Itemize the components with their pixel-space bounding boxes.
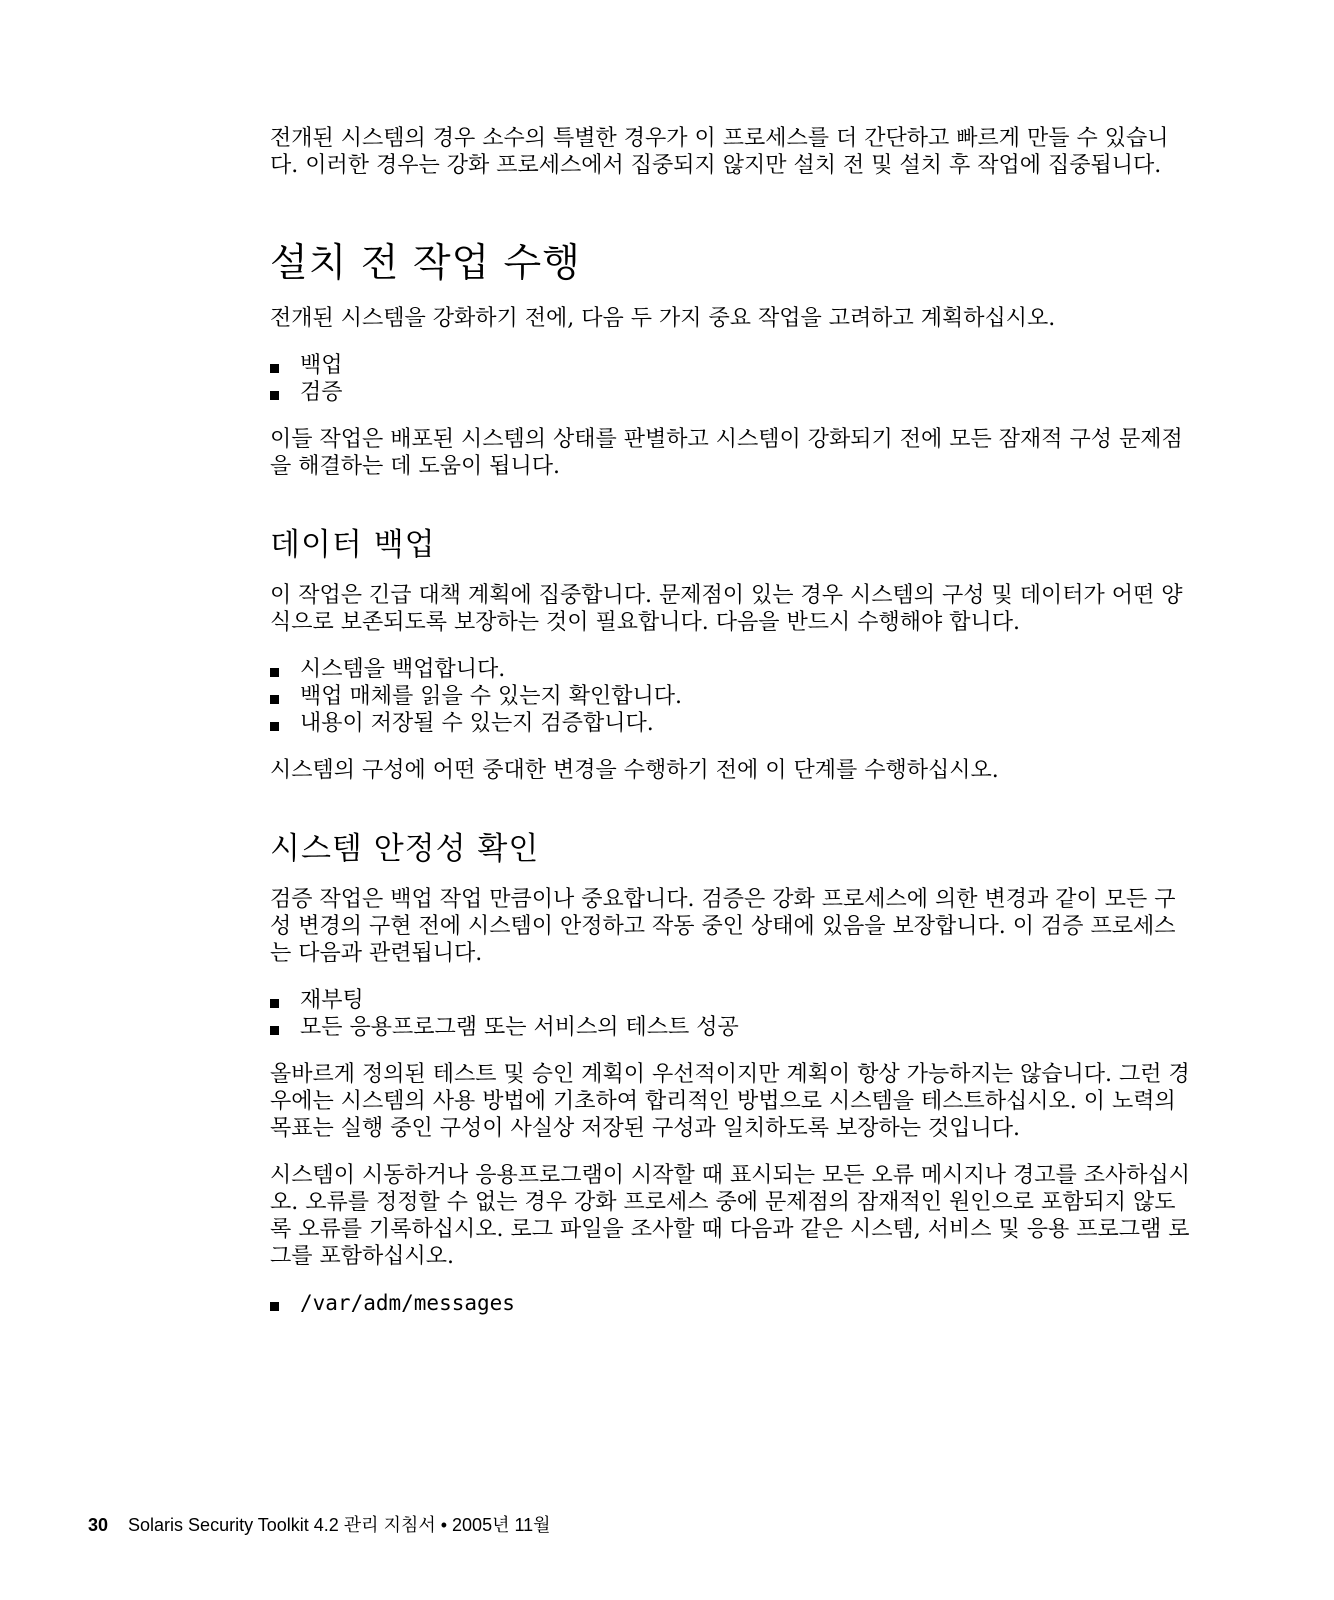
verify-step-list bbox=[270, 987, 1190, 1041]
list-item: 모든 응용프로그램 또는 서비스의 테스트 성공 bbox=[270, 1014, 1190, 1041]
list-item: 백업 bbox=[270, 352, 1190, 379]
verify-test-plan: 올바르게 정의된 테스트 및 승인 계획이 우선적이지만 계획이 항상 가능하지는 않습니다. 그런 경우에는 시스템의 사용 방법에 기초하여 합리적인 방법으로 시스템을 테스트하십시오. 이 노력의 목표는 실행 중인 구성이 사실상 저장된 구성과 일치하도록 보장하는 것입니다. bbox=[270, 1062, 1190, 1141]
pre-install-summary: 이들 작업은 배포된 시스템의 상태를 판별하고 시스템이 강화되기 전에 모든 잠재적 구성 문제점을 해결하는 데 도움이 됩니다. bbox=[270, 427, 1183, 479]
list-item: 내용이 저장될 수 있는지 검증합니다. bbox=[270, 710, 1190, 737]
page-footer bbox=[88, 1514, 551, 1536]
list-item: 재부팅 bbox=[270, 987, 1190, 1014]
list-item: 검증 bbox=[270, 379, 1190, 406]
log-path: /var/adm/messages bbox=[300, 1291, 515, 1315]
backup-step-list bbox=[270, 656, 1190, 737]
page-content bbox=[270, 125, 1190, 1337]
backup-intro: 이 작업은 긴급 대책 계획에 집중합니다. 문제점이 있는 경우 시스템의 구성 및 데이터가 어떤 양식으로 보존되도록 보장하는 것이 필요합니다. 다음을 반드시 수행해야 합니다. bbox=[270, 583, 1183, 635]
list-item: 백업 매체를 읽을 수 있는지 확인합니다. bbox=[270, 683, 1190, 710]
pre-install-task-list bbox=[270, 352, 1190, 406]
verify-log-review: 시스템이 시동하거나 응용프로그램이 시작할 때 표시되는 모든 오류 메시지나 경고를 조사하십시오. 오류를 정정할 수 없는 경우 강화 프로세스 중에 문제점의 잠재적인 원인으로 포함되지 않도록 오류를 기록하십시오. 로그 파일을 조사할 때 다음과 같은 시스템, 서비스 및 응용 프로그램 로그를 포함하십시오. bbox=[270, 1163, 1191, 1269]
heading-data-backup: 데이터 백업 bbox=[270, 527, 436, 563]
log-file-list bbox=[270, 1290, 1190, 1317]
verify-intro: 검증 작업은 백업 작업 만큼이나 중요합니다. 검증은 강화 프로세스에 의한 변경과 같이 모든 구성 변경의 구현 전에 시스템이 안정하고 작동 중인 상태에 있음을 보장합니다. 이 검증 프로세스는 다음과 관련됩니다. bbox=[270, 887, 1176, 966]
footer-text: Solaris Security Toolkit 4.2 관리 지침서 • 2005년 11월 bbox=[128, 1515, 551, 1535]
pre-install-intro: 전개된 시스템을 강화하기 전에, 다음 두 가지 중요 작업을 고려하고 계획하십시오. bbox=[270, 306, 1056, 331]
list-item bbox=[270, 1290, 1190, 1317]
heading-pre-install-tasks: 설치 전 작업 수행 bbox=[270, 241, 581, 286]
page-number: 30 bbox=[88, 1515, 109, 1535]
backup-note: 시스템의 구성에 어떤 중대한 변경을 수행하기 전에 이 단계를 수행하십시오. bbox=[270, 758, 999, 783]
intro-paragraph: 전개된 시스템의 경우 소수의 특별한 경우가 이 프로세스를 더 간단하고 빠르게 만들 수 있습니다. 이러한 경우는 강화 프로세스에서 집중되지 않지만 설치 전 및 설치 후 작업에 집중됩니다. bbox=[270, 126, 1169, 178]
heading-verify-stability: 시스템 안정성 확인 bbox=[270, 831, 540, 867]
list-item: 시스템을 백업합니다. bbox=[270, 656, 1190, 683]
